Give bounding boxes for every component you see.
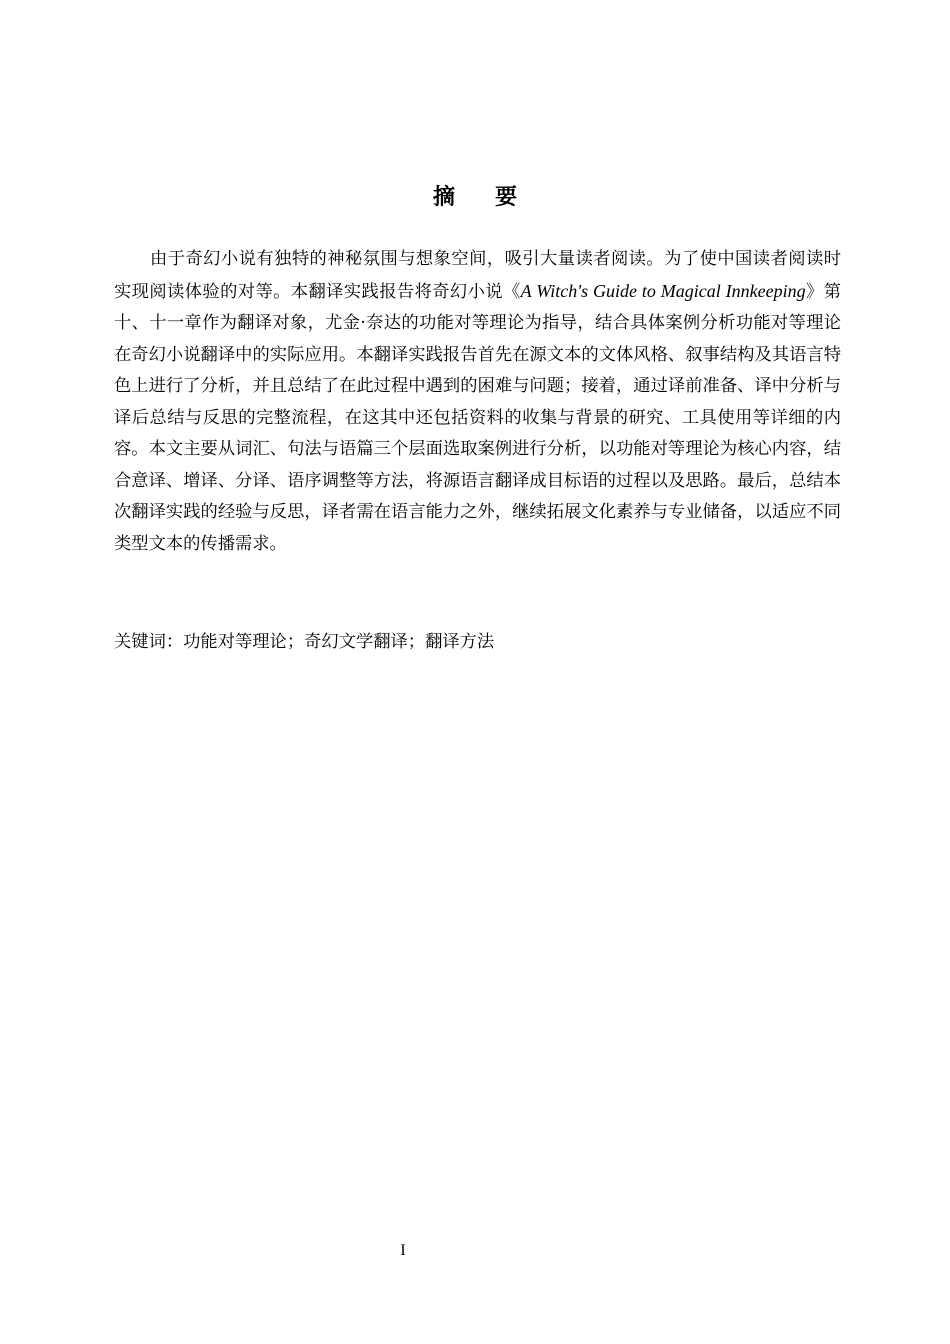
page-number: I <box>400 1242 406 1259</box>
abstract-title: 摘要 <box>432 185 557 210</box>
book-title: A Witch's Guide to Magical Innkeeping <box>520 280 806 301</box>
abstract-text-part1: 由于奇幻小说有独特的神秘氛围与想象空间，吸引大量读者阅读。为了使中国读者阅读时实现阅读体验的对等。本翻译实践报告将奇幻小说《 <box>114 249 841 302</box>
abstract-text-part2: 》第十、十一章作为翻译对象，尤金·奈达的功能对等理论为指导，结合具体案例分析功能对等理论在奇幻小说翻译中的实际应用。本翻译实践报告首先在源文本的文体风格、叙事结构及其语言特色上进行了分析，并且总结了在此过程中遇到的困难与问题；接着，通过译前准备、译中分析与译后总结与反思的完整流程，在这其中还包括资料的收集与背景的研究、工具使用等详细的内容。本文主要从词汇、句法与语篇三个层面选取案例进行分析，以功能对等理论为核心内容，结合意译、增译、分译、语序调整等方法，将源语言翻译成目标语的过程以及思路。最后，总结本次翻译实践的经验与反思，译者需在语言能力之外，继续拓展文化素养与专业储备，以适应不同类型文本的传播需求。 <box>114 281 841 554</box>
keywords-label: 关键词： <box>114 632 184 652</box>
keywords-text: 功能对等理论；奇幻文学翻译；翻译方法 <box>183 632 495 652</box>
abstract-paragraph <box>114 244 841 560</box>
keywords-line <box>114 628 841 656</box>
